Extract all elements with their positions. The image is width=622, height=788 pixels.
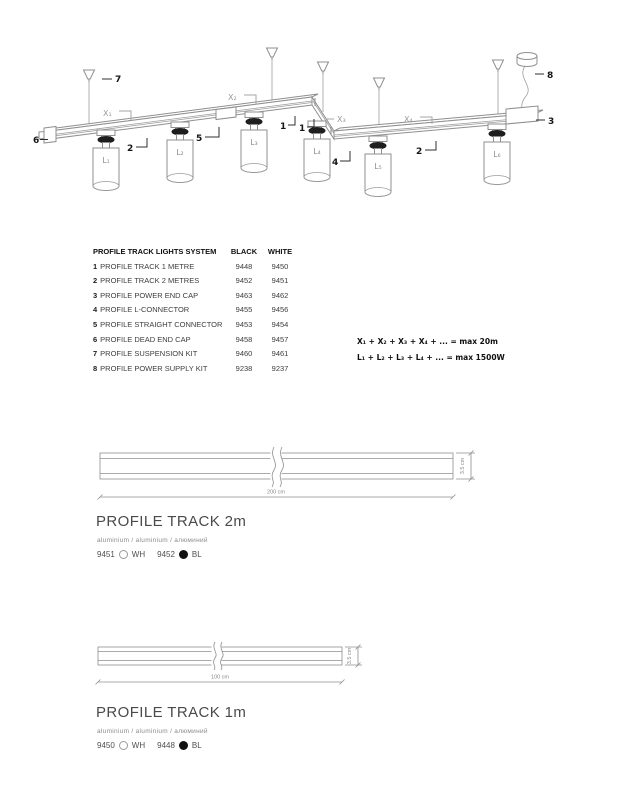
- part-name: PROFILE L-CONNECTOR: [100, 305, 190, 315]
- code-black: 9455: [235, 305, 253, 315]
- callout-3: 3: [548, 117, 555, 127]
- length-label: 100 cm: [210, 674, 230, 681]
- row-number: 8: [93, 363, 98, 373]
- finish-label: WH: [131, 741, 146, 750]
- table-row: [93, 303, 298, 318]
- power-wire: [521, 66, 528, 109]
- code-black: 9453: [235, 319, 253, 329]
- black-finish-dot: [179, 550, 188, 559]
- code-white: 9456: [271, 305, 289, 315]
- power-supply-icon: [517, 53, 537, 110]
- finish-label: WH: [131, 550, 146, 559]
- callout-1a: 1: [280, 122, 287, 132]
- lamp-label-l2: L₂: [176, 148, 184, 157]
- code-white: 9461: [271, 349, 289, 359]
- segment-label-x2: X₂: [228, 93, 237, 102]
- product-options-1m: [97, 741, 202, 750]
- code-black: 9452: [235, 276, 253, 286]
- black-finish-dot: [179, 741, 188, 750]
- code-black: 9460: [235, 349, 253, 359]
- code-black: 9448: [235, 261, 253, 271]
- segment-label-x3: X₃: [337, 115, 346, 124]
- table-row: [93, 332, 298, 347]
- table-row: [93, 259, 298, 274]
- height-dimension: [456, 451, 475, 482]
- part-name: PROFILE DEAD END CAP: [100, 334, 191, 344]
- part-name: PROFILE TRACK 1 METRE: [100, 261, 195, 271]
- table-row: [93, 288, 298, 303]
- parts-table-title: PROFILE TRACK LIGHTS SYSTEM: [93, 247, 217, 256]
- segment-label-x1: X₁: [103, 109, 112, 118]
- table-row: [93, 346, 298, 361]
- suspension-cone-icon: [84, 48, 504, 90]
- formula-max-power: L₁ + L₂ + L₃ + L₄ + ... = max 1500W: [357, 353, 505, 362]
- part-name: PROFILE STRAIGHT CONNECTOR: [100, 319, 223, 329]
- part-name: PROFILE TRACK 2 METRES: [100, 276, 200, 286]
- straight-connector: [216, 107, 236, 120]
- part-name: PROFILE SUSPENSION KIT: [100, 349, 198, 359]
- row-number: 6: [93, 334, 98, 344]
- product-code: 9450: [97, 741, 115, 750]
- table-row: [93, 361, 298, 376]
- code-white: 9451: [271, 276, 289, 286]
- code-black: 9458: [235, 334, 253, 344]
- power-end-cap: [506, 106, 538, 124]
- row-number: 3: [93, 290, 98, 300]
- code-white: 9457: [271, 334, 289, 344]
- segment-label-x4: X₄: [404, 115, 413, 124]
- callout-2-left: 2: [127, 144, 134, 154]
- code-black: 9463: [235, 290, 253, 300]
- code-white: 9454: [271, 319, 289, 329]
- code-white: 9237: [271, 363, 289, 373]
- column-black: BLACK: [230, 247, 258, 256]
- callout-6: 6: [33, 136, 40, 146]
- lamp-label-l4: L₄: [313, 147, 321, 156]
- callout-1b: 1: [299, 124, 306, 134]
- code-black: 9238: [235, 363, 253, 373]
- callout-7: 7: [115, 75, 122, 85]
- row-number: 7: [93, 349, 98, 359]
- track-system-diagram: [0, 0, 622, 235]
- dead-end-cap: [44, 127, 56, 144]
- capacity-formulas: [357, 334, 505, 366]
- product-options-2m: [97, 550, 202, 559]
- product-title-1m: PROFILE TRACK 1m: [96, 704, 247, 721]
- white-finish-dot: [119, 741, 128, 750]
- part-name: PROFILE POWER END CAP: [100, 290, 199, 300]
- product-code: 9451: [97, 550, 115, 559]
- column-white: WHITE: [267, 247, 293, 256]
- product-code: 9452: [157, 550, 175, 559]
- track-right-run: [334, 106, 543, 139]
- row-number: 1: [93, 261, 98, 271]
- product-materials-1m: aluminium / aluminium / алюминий: [97, 728, 208, 735]
- callout-5: 5: [196, 134, 203, 144]
- parts-table: [93, 244, 298, 375]
- row-number: 4: [93, 305, 98, 315]
- track-2m-drawing: [90, 445, 485, 507]
- white-finish-dot: [119, 550, 128, 559]
- break-mark: [212, 644, 222, 668]
- finish-label: BL: [191, 550, 202, 559]
- parts-table-header: [93, 244, 298, 259]
- lamp-label-l6: L₆: [493, 150, 501, 159]
- part-name: PROFILE POWER SUPPLY KIT: [100, 363, 208, 373]
- finish-label: BL: [191, 741, 202, 750]
- length-label: 200 cm: [266, 489, 286, 496]
- length-dimension: [96, 675, 345, 685]
- callout-2-right: 2: [416, 147, 423, 157]
- product-code: 9448: [157, 741, 175, 750]
- formula-max-length: X₁ + X₂ + X₃ + X₄ + ... = max 20m: [357, 337, 498, 346]
- lamp-label-l1: L₁: [102, 156, 110, 165]
- length-dimension: [98, 490, 456, 500]
- lamp-label-l3: L₃: [250, 138, 258, 147]
- code-white: 9462: [271, 290, 289, 300]
- height-label: 3.5 cm: [460, 457, 466, 475]
- table-row: [93, 317, 298, 332]
- product-title-2m: PROFILE TRACK 2m: [96, 513, 247, 530]
- height-dimension: [345, 645, 362, 668]
- lamp-label-l5: L₅: [374, 162, 382, 171]
- callout-4: 4: [332, 158, 339, 168]
- table-row: [93, 274, 298, 289]
- product-materials-2m: aluminium / aluminium / алюминий: [97, 537, 208, 544]
- height-label: 3.5 cm: [347, 647, 353, 665]
- track-1m-drawing: [88, 640, 388, 695]
- code-white: 9450: [271, 261, 289, 271]
- row-number: 2: [93, 276, 98, 286]
- row-number: 5: [93, 319, 98, 329]
- callout-8: 8: [547, 71, 554, 81]
